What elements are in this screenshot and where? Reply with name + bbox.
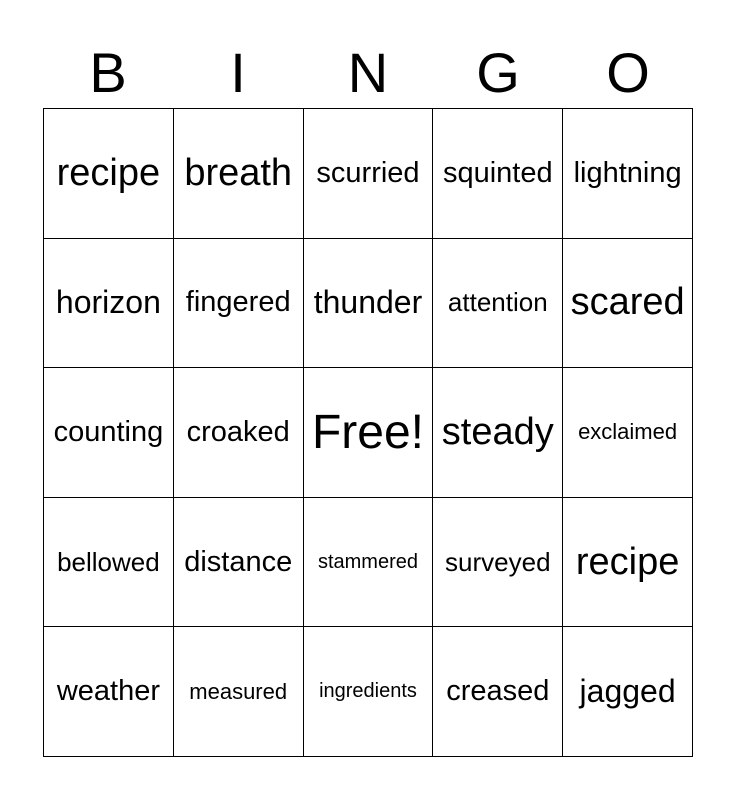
bingo-cell: lightning — [563, 109, 693, 239]
header-letter-b: B — [89, 41, 127, 104]
header-letter-i: I — [230, 41, 246, 104]
bingo-cell: creased — [433, 627, 563, 757]
bingo-cell: breath — [174, 109, 304, 239]
bingo-cell: steady — [433, 368, 563, 498]
bingo-cell: jagged — [563, 627, 693, 757]
bingo-header — [43, 38, 693, 108]
bingo-board — [43, 108, 693, 757]
bingo-cell: exclaimed — [563, 368, 693, 498]
free-space-cell: Free! — [304, 368, 434, 498]
bingo-cell: recipe — [44, 109, 174, 239]
bingo-cell: measured — [174, 627, 304, 757]
bingo-cell: croaked — [174, 368, 304, 498]
bingo-cell: recipe — [563, 498, 693, 628]
header-letter-g: G — [476, 41, 520, 104]
bingo-cell: scared — [563, 239, 693, 369]
bingo-cell: scurried — [304, 109, 434, 239]
bingo-cell: counting — [44, 368, 174, 498]
header-letter-o: O — [606, 41, 650, 104]
bingo-cell: weather — [44, 627, 174, 757]
bingo-cell: horizon — [44, 239, 174, 369]
bingo-cell: attention — [433, 239, 563, 369]
bingo-cell: fingered — [174, 239, 304, 369]
bingo-cell: ingredients — [304, 627, 434, 757]
bingo-cell: thunder — [304, 239, 434, 369]
bingo-cell: squinted — [433, 109, 563, 239]
bingo-cell: surveyed — [433, 498, 563, 628]
bingo-cell: stammered — [304, 498, 434, 628]
header-letter-n: N — [347, 41, 389, 104]
bingo-cell: distance — [174, 498, 304, 628]
bingo-cell: bellowed — [44, 498, 174, 628]
